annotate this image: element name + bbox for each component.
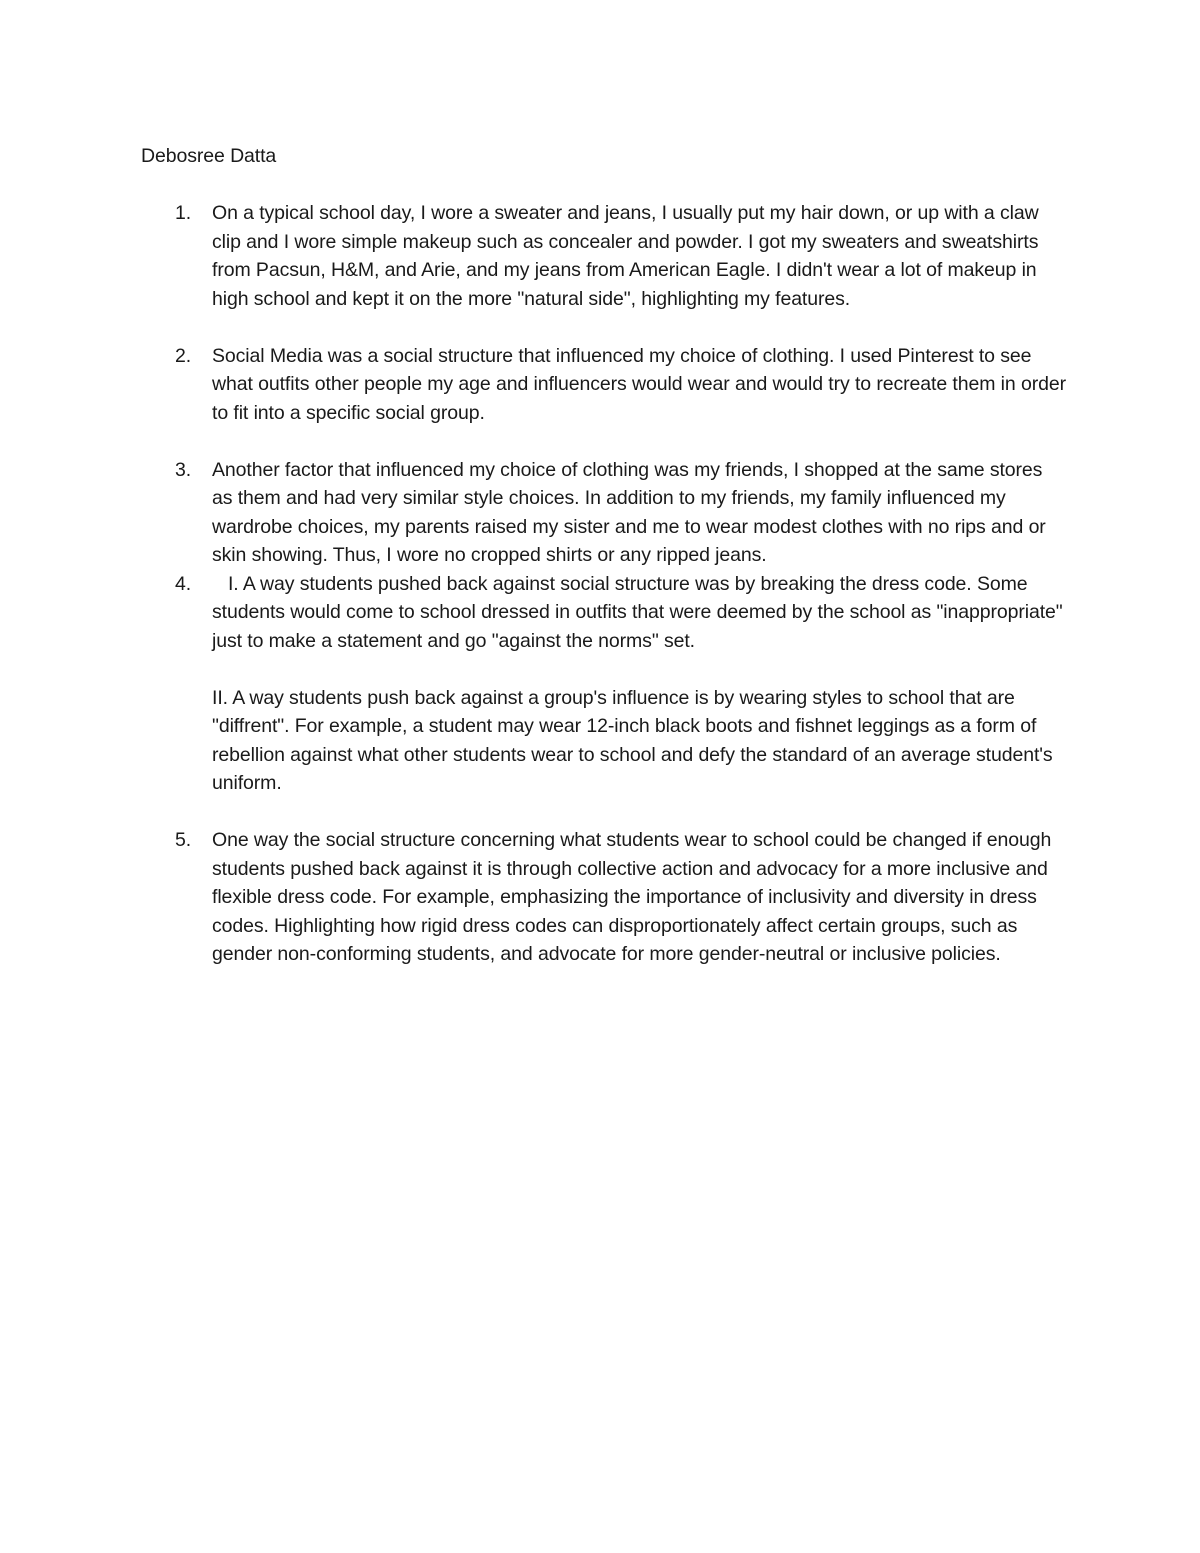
list-item-number: 3. [175, 458, 192, 481]
list-item-5 [141, 826, 1066, 969]
list-item-number: 2. [175, 344, 192, 367]
list-item-2 [141, 342, 1066, 428]
list-item-number: 4. [175, 572, 192, 595]
list-item-text: Another factor that influenced my choice of clothing was my friends, I shopped at the same stores as them and had very similar style choices. In addition to my friends, my family influenced my wardrobe choices, my parents raised my sister and me to wear modest clothes with no rips and or skin showing. Thus, I wore no cropped shirts or any ripped jeans. [212, 458, 1046, 566]
list-item-text: One way the social structure concerning what students wear to school could be changed if enough students pushed back against it is through collective action and advocacy for a more inclusive and flexible dress code. For example, emphasizing the importance of inclusivity and diversity in dress codes. Highlighting how rigid dress codes can disproportionately affect certain groups, such as gender non-conforming students, and advocate for more gender-neutral or inclusive policies. [212, 829, 1052, 965]
list-item-text-part-1: I. A way students pushed back against social structure was by breaking the dress code. Some students would come to school dressed in outfits that were deemed by the school as "inappropriate" just to make a statement and go "against the norms" set. [212, 572, 1068, 652]
list-item-1 [141, 199, 1066, 313]
answer-list [141, 199, 1066, 969]
list-item-text-part-2: II. A way students push back against a group's influence is by wearing styles to school that are "diffrent". For example, a student may wear 12-inch black boots and fishnet leggings as a form of rebellion against what other students wear to school and defy the standard of an average student's uniform. [212, 686, 1053, 794]
list-item-text: Social Media was a social structure that influenced my choice of clothing. I used Pinterest to see what outfits other people my age and influencers would wear and would try to recreate them in order to fit into a specific social group. [212, 344, 1066, 424]
author-name: Debosree Datta [141, 145, 277, 167]
list-item-text: On a typical school day, I wore a sweater and jeans, I usually put my hair down, or up with a claw clip and I wore simple makeup such as concealer and powder. I got my sweaters and sweatshirts from Pacsun, H&M, and Arie, and my jeans from American Eagle. I didn't wear a lot of makeup in high school and kept it on the more "natural side", highlighting my features. [212, 202, 1039, 310]
list-item-number: 1. [175, 202, 192, 224]
list-item-number: 5. [175, 829, 192, 851]
list-item-4 [141, 570, 1066, 798]
list-item-3 [141, 456, 1066, 570]
